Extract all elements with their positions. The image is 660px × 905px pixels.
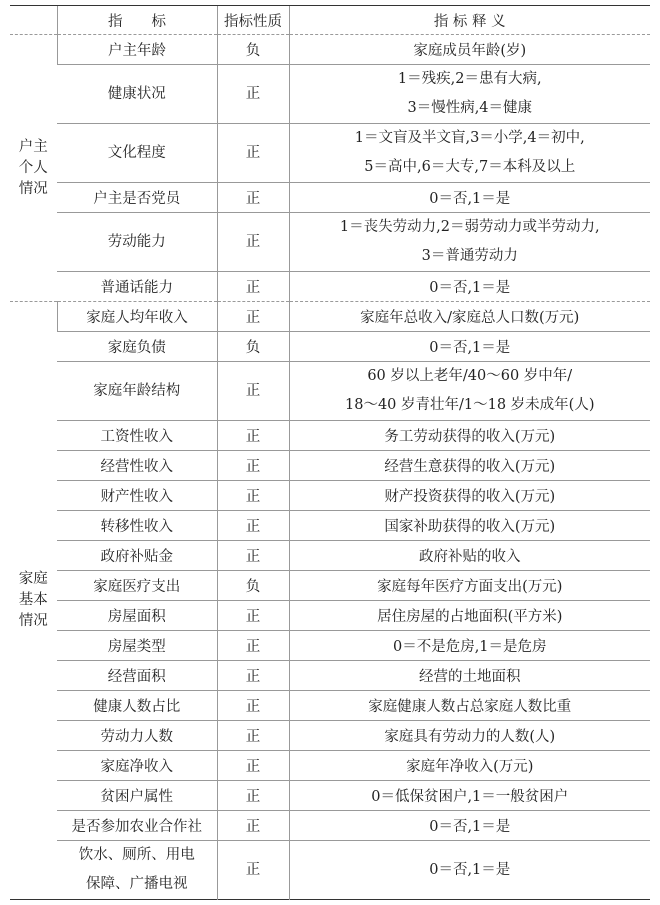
- indicator-text: 饮水、厕所、用电: [78, 847, 195, 863]
- definition-text: 经营的土地面积: [419, 669, 521, 685]
- definition-cell: [289, 332, 650, 362]
- indicator-text: 是否参加农业合作社: [71, 819, 202, 835]
- indicator-text: 保障、广播电视: [86, 876, 188, 892]
- indicator-text: 经营性收入: [100, 459, 173, 475]
- definition-text: 1＝丧失劳动力,2＝弱劳动力或半劳动力,: [339, 219, 600, 235]
- indicator-text: 户主是否党员: [93, 191, 181, 207]
- indicator-cell: [57, 451, 217, 481]
- table-body: [10, 35, 650, 900]
- nature-cell: 负: [217, 35, 289, 65]
- indicator-cell: [57, 601, 217, 631]
- definition-text: 0＝低保贫困户,1＝一般贫困户: [371, 789, 569, 805]
- table-row: [10, 841, 650, 900]
- nature-cell: 正: [217, 781, 289, 811]
- indicator-cell: [57, 302, 217, 332]
- indicator-cell: [57, 272, 217, 302]
- indicator-table: [10, 5, 650, 900]
- indicator-text: 普通话能力: [100, 280, 173, 296]
- nature-cell: 正: [217, 272, 289, 302]
- indicator-cell: [57, 421, 217, 451]
- table-row: [10, 631, 650, 661]
- table-row: [10, 721, 650, 751]
- header-row: [10, 6, 650, 35]
- table-row: [10, 691, 650, 721]
- definition-text: 家庭具有劳动力的人数(人): [384, 729, 556, 745]
- definition-text: 政府补贴的收入: [419, 549, 521, 565]
- definition-cell: [289, 65, 650, 124]
- indicator-text: 转移性收入: [100, 519, 173, 535]
- definition-text: 0＝否,1＝是: [429, 819, 511, 835]
- nature-cell: 正: [217, 302, 289, 332]
- definition-cell: [289, 691, 650, 721]
- definition-text: 家庭健康人数占总家庭人数比重: [368, 699, 572, 715]
- table-row: [10, 451, 650, 481]
- definition-cell: [289, 781, 650, 811]
- nature-cell: 正: [217, 751, 289, 781]
- indicator-cell: [57, 721, 217, 751]
- indicator-text: 健康状况: [107, 85, 166, 102]
- definition-text: 18～40 岁青壮年/1～18 岁未成年(人): [345, 397, 595, 413]
- table-row: [10, 35, 650, 65]
- table-row: [10, 481, 650, 511]
- indicator-text: 户主年龄: [108, 43, 166, 59]
- nature-cell: 负: [217, 332, 289, 362]
- indicator-text: 健康人数占比: [93, 699, 181, 715]
- indicator-cell: [57, 541, 217, 571]
- indicator-text: 财产性收入: [100, 489, 173, 505]
- indicator-cell: [57, 481, 217, 511]
- indicator-cell: [57, 751, 217, 781]
- definition-cell: [289, 721, 650, 751]
- indicator-cell: [57, 571, 217, 601]
- indicator-cell: [57, 332, 217, 362]
- table-row: [10, 332, 650, 362]
- table-row: [10, 781, 650, 811]
- definition-cell: [289, 124, 650, 183]
- indicator-text: 家庭净收入: [100, 759, 173, 775]
- definition-text: 1＝文盲及半文盲,3＝小学,4＝初中,: [354, 130, 585, 146]
- indicator-cell: [57, 213, 217, 272]
- group-label: [10, 35, 57, 302]
- indicator-text: 家庭医疗支出: [93, 579, 181, 595]
- header-category: [10, 6, 57, 35]
- definition-text: 家庭年净收入(万元): [406, 759, 534, 775]
- table-row: [10, 751, 650, 781]
- nature-cell: 正: [217, 661, 289, 691]
- group-label-line: 个人: [18, 159, 48, 176]
- definition-cell: [289, 571, 650, 601]
- indicator-cell: [57, 661, 217, 691]
- table-row: [10, 601, 650, 631]
- table-row: [10, 213, 650, 272]
- table-row: [10, 272, 650, 302]
- definition-text: 家庭每年医疗方面支出(万元): [377, 579, 563, 595]
- definition-cell: [289, 213, 650, 272]
- definition-cell: [289, 811, 650, 841]
- table-row: [10, 362, 650, 421]
- nature-cell: 正: [217, 811, 289, 841]
- nature-cell: 正: [217, 601, 289, 631]
- indicator-text: 房屋类型: [107, 639, 166, 655]
- indicator-text: 家庭人均年收入: [86, 310, 188, 326]
- definition-cell: [289, 661, 650, 691]
- group-label-line: 基本: [18, 592, 48, 608]
- definition-cell: [289, 541, 650, 571]
- nature-cell: 正: [217, 451, 289, 481]
- nature-cell: 正: [217, 421, 289, 451]
- indicator-cell: [57, 183, 217, 213]
- nature-cell: 正: [217, 721, 289, 751]
- group-label: [10, 302, 57, 900]
- table-row: [10, 124, 650, 183]
- indicator-text: 政府补贴金: [100, 549, 173, 565]
- table-row: [10, 541, 650, 571]
- definition-cell: [289, 841, 650, 900]
- nature-cell: 正: [217, 841, 289, 900]
- group-label-line: 情况: [18, 613, 48, 629]
- definition-cell: [289, 302, 650, 332]
- table-row: [10, 811, 650, 841]
- definition-cell: [289, 272, 650, 302]
- definition-text: 0＝不是危房,1＝是危房: [392, 639, 547, 655]
- table-row: [10, 302, 650, 332]
- definition-cell: [289, 631, 650, 661]
- definition-cell: [289, 751, 650, 781]
- indicator-text: 劳动力人数: [100, 729, 173, 745]
- nature-cell: 正: [217, 541, 289, 571]
- definition-text: 3＝普通劳动力: [421, 248, 518, 264]
- nature-cell: 正: [217, 213, 289, 272]
- table-row: [10, 571, 650, 601]
- indicator-text: 家庭年龄结构: [93, 382, 181, 399]
- indicator-cell: [57, 841, 217, 900]
- definition-text: 0＝否,1＝是: [429, 861, 511, 878]
- definition-cell: [289, 421, 650, 451]
- table-row: [10, 183, 650, 213]
- group-label-line: 家庭: [18, 571, 48, 587]
- header-definition: 指 标 释 义: [289, 6, 650, 35]
- nature-cell: 正: [217, 124, 289, 183]
- indicator-text: 工资性收入: [100, 429, 173, 445]
- indicator-cell: [57, 124, 217, 183]
- nature-cell: 负: [217, 571, 289, 601]
- nature-cell: 正: [217, 362, 289, 421]
- indicator-cell: [57, 362, 217, 421]
- nature-cell: 正: [217, 183, 289, 213]
- indicator-text: 房屋面积: [107, 609, 166, 625]
- group-label-line: 户主: [18, 138, 48, 155]
- nature-cell: 正: [217, 691, 289, 721]
- nature-cell: 正: [217, 65, 289, 124]
- indicator-cell: [57, 65, 217, 124]
- definition-text: 1＝残疾,2＝患有大病,: [397, 71, 542, 87]
- definition-text: 居住房屋的占地面积(平方米): [377, 609, 563, 625]
- nature-cell: 正: [217, 511, 289, 541]
- header-indicator: 指 标: [57, 6, 217, 35]
- definition-text: 务工劳动获得的收入(万元): [384, 429, 556, 445]
- table-row: [10, 661, 650, 691]
- table-row: [10, 511, 650, 541]
- definition-cell: [289, 183, 650, 213]
- indicator-text: 劳动能力: [107, 233, 166, 250]
- nature-cell: 正: [217, 481, 289, 511]
- definition-text: 60 岁以上老年/40～60 岁中年/: [367, 368, 573, 384]
- definition-text: 5＝高中,6＝大专,7＝本科及以上: [364, 159, 576, 175]
- indicator-text: 文化程度: [107, 144, 166, 161]
- definition-text: 经营生意获得的收入(万元): [384, 459, 556, 475]
- table-row: [10, 421, 650, 451]
- indicator-text: 经营面积: [107, 669, 166, 685]
- indicator-text: 贫困户属性: [100, 789, 173, 805]
- definition-text: 0＝否,1＝是: [429, 191, 511, 207]
- definition-cell: [289, 481, 650, 511]
- indicator-cell: [57, 781, 217, 811]
- definition-text: 财产投资获得的收入(万元): [384, 489, 556, 505]
- indicator-cell: [57, 811, 217, 841]
- definition-text: 0＝否,1＝是: [429, 280, 511, 296]
- nature-cell: 正: [217, 631, 289, 661]
- definition-cell: [289, 451, 650, 481]
- header-nature: 指标性质: [217, 6, 289, 35]
- definition-cell: [289, 511, 650, 541]
- indicator-cell: [57, 631, 217, 661]
- bottom-rule: [10, 900, 650, 901]
- indicator-cell: [57, 511, 217, 541]
- indicator-cell: [57, 35, 217, 65]
- definition-cell: [289, 35, 650, 65]
- table-row: [10, 65, 650, 124]
- definition-text: 国家补助获得的收入(万元): [384, 519, 556, 535]
- definition-text: 家庭年总收入/家庭总人口数(万元): [360, 310, 580, 326]
- definition-cell: [289, 601, 650, 631]
- group-label-line: 情况: [18, 180, 48, 197]
- definition-cell: [289, 362, 650, 421]
- definition-text: 3＝慢性病,4＝健康: [407, 100, 533, 116]
- indicator-cell: [57, 691, 217, 721]
- definition-text: 0＝否,1＝是: [429, 340, 511, 356]
- indicator-text: 家庭负债: [107, 340, 166, 356]
- definition-text: 家庭成员年龄(岁): [413, 43, 527, 59]
